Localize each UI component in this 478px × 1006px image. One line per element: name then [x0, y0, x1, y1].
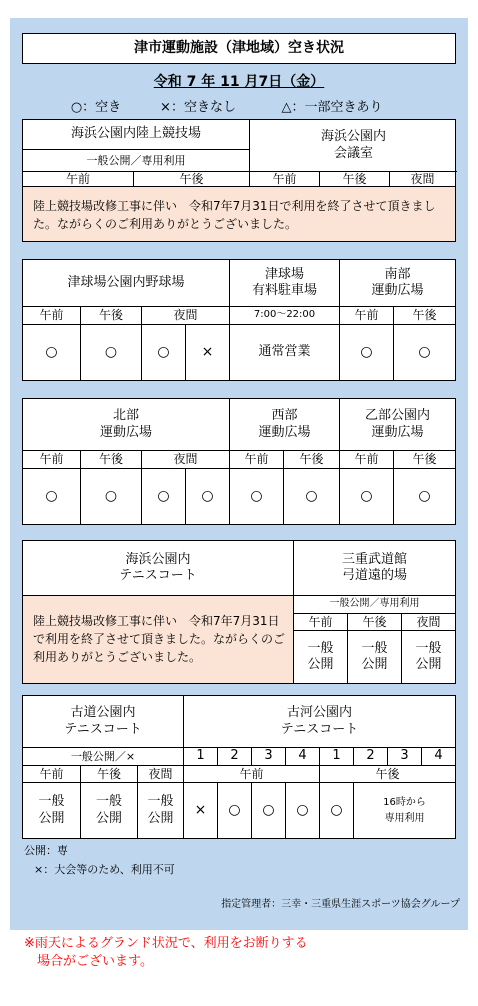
budokan-note: 一般公開／専用利用: [293, 596, 455, 614]
furukawa-pm-note: 16時から 専用利用: [353, 783, 455, 838]
section-tennis-budokan: [22, 540, 456, 684]
slot-am: 午前: [23, 307, 80, 325]
seibu-name: 西部 運動広場: [229, 399, 339, 451]
court-number: 1: [319, 748, 353, 766]
status-cell: 一般 公開: [80, 783, 137, 838]
slot-night: 夜間: [141, 307, 229, 325]
closure-notice-text: 陸上競技場改修工事に伴い 令和7年7月31日で利用を終了させて頂きました。ながらくのご利用ありがとうございました。: [33, 614, 286, 664]
court-number: 3: [251, 748, 285, 766]
status-cell: ○: [141, 325, 185, 380]
status-cell: ○: [283, 469, 339, 524]
status-cell: ○: [141, 469, 185, 524]
slot-pm: 午後: [319, 172, 389, 187]
status-cell: ○: [185, 469, 229, 524]
footnote-public: 公開：専: [24, 844, 68, 857]
parking-name: 津球場 有料駐車場: [229, 260, 339, 307]
page-title: 津市運動施設（津地域）空き状況: [134, 39, 344, 56]
budokan-name: 三重武道館 弓道遠的場: [293, 541, 455, 596]
court-number: 4: [421, 748, 455, 766]
rain-warning: ※雨天によるグランド状況で、利用をお断りする 場合がございます。: [24, 936, 308, 969]
section-tennis-courts: [22, 695, 456, 839]
status-cell: ○: [339, 469, 393, 524]
status-cell: 一般 公開: [347, 631, 401, 683]
main-panel: [10, 18, 468, 930]
section-baseball: [22, 259, 456, 381]
legend-vacant: ○：空き: [70, 99, 122, 115]
status-cell: ○: [393, 469, 455, 524]
status-cell: ○: [229, 469, 283, 524]
court-number: 4: [285, 748, 319, 766]
slot-hours: 7:00～22:00: [229, 307, 339, 325]
furumichi-note: 一般公開／×: [23, 748, 183, 766]
slot-am: 午前: [339, 307, 393, 325]
court-number: 1: [183, 748, 217, 766]
slot-am: 午前: [293, 614, 347, 631]
hall-name: 海浜公園内 会議室: [249, 120, 457, 172]
tennis-name: 海浜公園内 テニスコート: [23, 541, 293, 596]
court-number: 2: [217, 748, 251, 766]
slot-night: 夜間: [141, 451, 229, 469]
otobe-name: 乙部公園内 運動広場: [339, 399, 455, 451]
status-cell: ○: [80, 325, 141, 380]
slot-pm: 午後: [133, 172, 249, 187]
furumichi-name: 古道公園内 テニスコート: [23, 696, 183, 748]
closure-notice: [23, 187, 455, 241]
slot-pm: 午後: [393, 307, 455, 325]
status-cell: ○: [45, 487, 58, 504]
court-number: 2: [353, 748, 387, 766]
status-cell: ○: [80, 469, 141, 524]
page-title-box: [22, 33, 456, 64]
slot-pm: 午後: [80, 307, 141, 325]
slot-pm: 午後: [347, 614, 401, 631]
slot-am: 午前: [339, 451, 393, 469]
slot-am: 午前: [23, 172, 133, 187]
status-cell: ○: [217, 783, 251, 838]
status-cell: 一般 公開: [137, 783, 183, 838]
status-cell: ○: [285, 783, 319, 838]
slot-night: 夜間: [401, 614, 455, 631]
status-cell: ×: [185, 325, 229, 380]
legend-full: ×：空きなし: [160, 99, 236, 115]
section-grounds: [22, 398, 456, 525]
slot-night: 夜間: [389, 172, 455, 187]
status-cell: ○: [339, 325, 393, 380]
furukawa-name: 古河公園内 テニスコート: [183, 696, 455, 748]
baseball-name: 津球場公園内野球場: [23, 260, 229, 307]
status-cell: 一般 公開: [293, 631, 347, 683]
slot-am: 午前: [229, 451, 283, 469]
nanbu-name: 南部 運動広場: [339, 260, 455, 307]
slot-am: 午前: [23, 766, 80, 783]
footnote-cross: ×：大会等のため、利用不可: [34, 863, 175, 876]
slot-am: 午前: [183, 766, 319, 783]
slot-night: 夜間: [137, 766, 183, 783]
status-cell: ○: [45, 343, 58, 360]
stadium-note: 一般公開／専用利用: [23, 150, 249, 172]
closure-notice: [23, 596, 293, 683]
slot-pm: 午後: [80, 766, 137, 783]
slot-am: 午前: [23, 451, 80, 469]
legend-partial: △：一部空きあり: [281, 99, 383, 115]
status-cell: ×: [183, 783, 217, 838]
slot-am: 午前: [249, 172, 319, 187]
court-number: 3: [387, 748, 421, 766]
closure-notice-text: 陸上競技場改修工事に伴い 令和7年7月31日で利用を終了させて頂きました。ながらくのご利用ありがとうございました。: [33, 199, 436, 231]
status-cell: ○: [393, 325, 455, 380]
slot-pm: 午後: [80, 451, 141, 469]
slot-pm: 午後: [283, 451, 339, 469]
section-stadium: [22, 119, 456, 242]
hokubu-name: 北部 運動広場: [23, 399, 229, 451]
status-cell: ○: [319, 783, 353, 838]
slot-pm: 午後: [319, 766, 455, 783]
slot-pm: 午後: [393, 451, 455, 469]
status-cell: ○: [251, 783, 285, 838]
status-cell: 一般 公開: [38, 794, 65, 826]
stadium-name: 海浜公園内陸上競技場: [23, 120, 249, 150]
parking-status: 通常営業: [229, 325, 339, 380]
status-cell: 一般 公開: [401, 631, 455, 683]
date-heading: 令和 7 年 11 月7日（金）: [153, 74, 325, 91]
manager-text: 指定管理者：三幸・三重県生涯スポーツ協会グループ: [221, 899, 460, 910]
